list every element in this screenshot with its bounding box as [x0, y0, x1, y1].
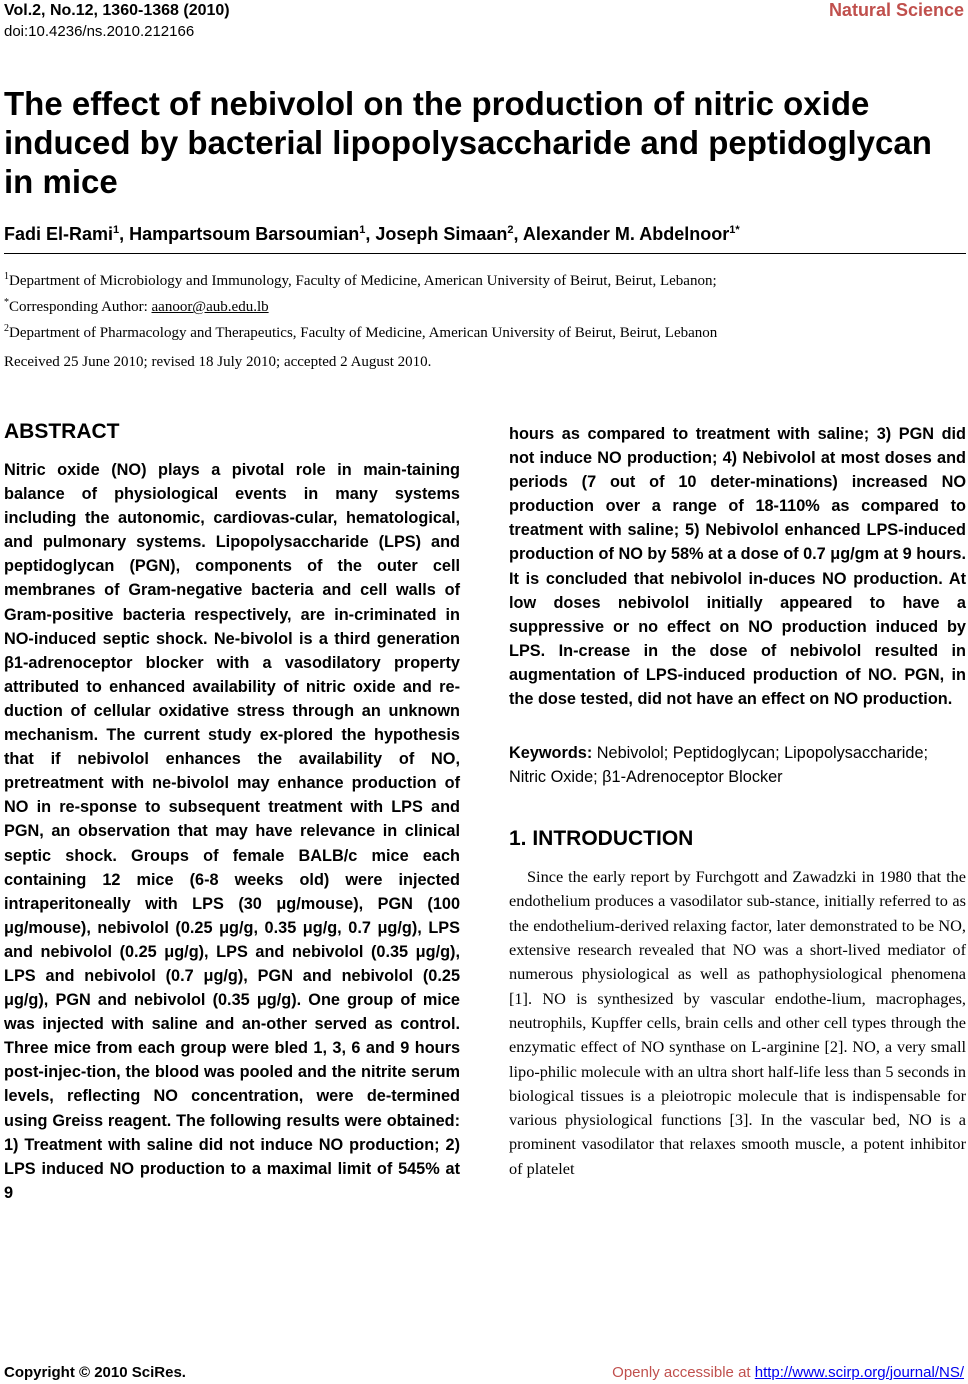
left-column — [4, 418, 460, 1205]
paper-title: The effect of nebivolol on the production of nitric oxide induced by bacterial lipopolysaccharide and peptidoglycan in mice — [4, 85, 932, 200]
author-name: Alexander M. Abdelnoor — [522, 224, 730, 244]
header-divider — [4, 253, 966, 254]
author-name: Joseph Simaan — [375, 224, 508, 244]
keywords-list: Nebivolol; Peptidoglycan; Lipopolysaccharide; Nitric Oxide; β1-Adrenoceptor Blocker — [509, 744, 929, 787]
affiliation-2: $^2$Department of Pharmacology and Therapeutics, Faculty of Medicine, American University of Beirut, Beirut, Lebanon — [4, 323, 718, 341]
affiliations — [4, 266, 717, 344]
author-affiliation-mark: 1* — [729, 224, 740, 236]
author-name: Fadi El-Rami — [4, 224, 114, 244]
author-separator: , — [365, 224, 376, 244]
author-separator: , — [513, 224, 523, 244]
keywords-label: Keywords: — [509, 744, 593, 763]
journal-url-link[interactable]: http://www.scirp.org/journal/NS/ — [754, 1364, 964, 1381]
introduction-heading: 1. INTRODUCTION — [509, 827, 694, 851]
author-separator: , — [119, 224, 130, 244]
author-affiliation-mark: 1 — [113, 224, 120, 236]
running-header — [4, 0, 230, 42]
corresponding-author: *Corresponding Author: aanoor@aub.edu.lb — [4, 297, 269, 315]
author-affiliation-mark: 1 — [359, 224, 366, 236]
received-dates: Received 25 June 2010; revised 18 July 2010; accepted 2 August 2010. — [4, 354, 432, 370]
abstract-text: Nitric oxide (NO) plays a pivotal role in main-taining balance of physiological events in many systems including the autonomic, cardiovas-cular, hematological, and pulmonary systems. Lipopolysaccharide (LPS) and peptidoglycan (PGN), components of the outer cell membranes of Gram-negative bacteria and cell walls of Gram-positive bacteria respectively, are in-criminated in NO-induced septic shock. Ne-bivolol is a third generation β1-adrenoceptor blocker with a vasodilatory property attributed to enhanced availability of nitric oxide and re-duction of cellular oxidative stress through an unknown mechanism. The current study ex-plored the hypothesis that if nebivolol enhances the availability of NO, pretreatment with ne-bivolol may enhance production of NO in re-sponse to subsequent treatment with LPS and PGN, an observation that may have relevance in clinical septic shock. Groups of female BALB/c mice each containing 12 mice (6-8 weeks old) were injected intraperitoneally with LPS (30 μg/mouse), PGN (100 μg/mouse), nebivolol (0.25 μg/g, 0.35 μg/g, 0.7 μg/g), LPS and nebivolol (0.25 μg/g), LPS and nebivolol (0.35 μg/g), LPS and nebivolol (0.7 μg/g), PGN and nebivolol (0.25 μg/g), PGN and nebivolol (0.35 μg/g). One group of mice was injected with saline and an-other served as control. Three mice from each group were bled 1, 3, 6 and 9 hours post-injec-tion, the blood was pooled and the nitrite serum levels, reflecting NO concentration, were de-termined using Greiss reagent. The following results were obtained: 1) Treatment with saline did not induce NO production; 2) LPS induced NO production to a maximal limit of 545% at 9 — [4, 461, 460, 1202]
right-column — [509, 422, 966, 1181]
author-affiliation-mark: 2 — [507, 224, 514, 236]
affiliation-1: $^1$Department of Microbiology and Immunology, Faculty of Medicine, American University of Beirut, Beirut, Lebanon; — [4, 271, 717, 289]
copyright-notice: Copyright © 2010 SciRes. — [4, 1364, 186, 1381]
keywords — [509, 741, 966, 789]
introduction-text: Since the early report by Furchgott and Zawadzki in 1980 that the endothelium produces a vasodilator sub-stance, initially referred to as the endothelium-derived relaxing factor, later demonstrated to be NO, extensive research revealed that NO was a short-lived mediator of numerous physiological as well as pathophysiological phenomena [1]. NO is synthesized by vascular endothe-lium, macrophages, neutrophils, Kupffer cells, brain cells and other cell types through the enzymatic effect of NO synthase on L-arginine [2]. NO, a very small lipo-philic molecule with an ultra short half-life less than 5 seconds in biological tissues is a pleiotropic molecule that is indispensable for various physiological functions [3]. In the vascular bed, NO is a prominent vasodilator that relaxes smooth muscle, a potent inhibitor of platelet — [509, 867, 966, 1178]
abstract-heading: ABSTRACT — [4, 420, 120, 443]
journal-name: Natural Science — [828, 0, 964, 20]
volume-info: Vol.2, No.12, 1360-1368 (2010) — [4, 2, 230, 19]
corresponding-email-link[interactable]: aanoor@aub.edu.lb — [151, 299, 269, 315]
open-access-notice: Openly accessible at http://www.scirp.org/journal/NS/ — [612, 1364, 964, 1381]
author-name: Hampartsoum Barsoumian — [129, 224, 360, 244]
abstract-text-continued: hours as compared to treatment with saline; 3) PGN did not induce NO production; 4) Nebivolol at most doses and periods (7 out of 10 deter-minations) increased NO production over a range of 18-110% as compared to treatment with saline; 5) Nebivolol enhanced LPS-induced production of NO by 58% at a dose of 0.7 μg/gm at 9 hours. It is concluded that nebivolol in-duces NO production. At low doses nebivolol initially appeared to have a suppressive or no effect on NO production induced by LPS. In-crease in the dose of nebivolol resulted in augmentation of LPS-induced production of NO. PGN, in the dose tested, did not have an effect on NO production. — [509, 425, 966, 709]
author-list — [4, 224, 740, 245]
doi: doi:10.4236/ns.2010.212166 — [4, 23, 195, 40]
